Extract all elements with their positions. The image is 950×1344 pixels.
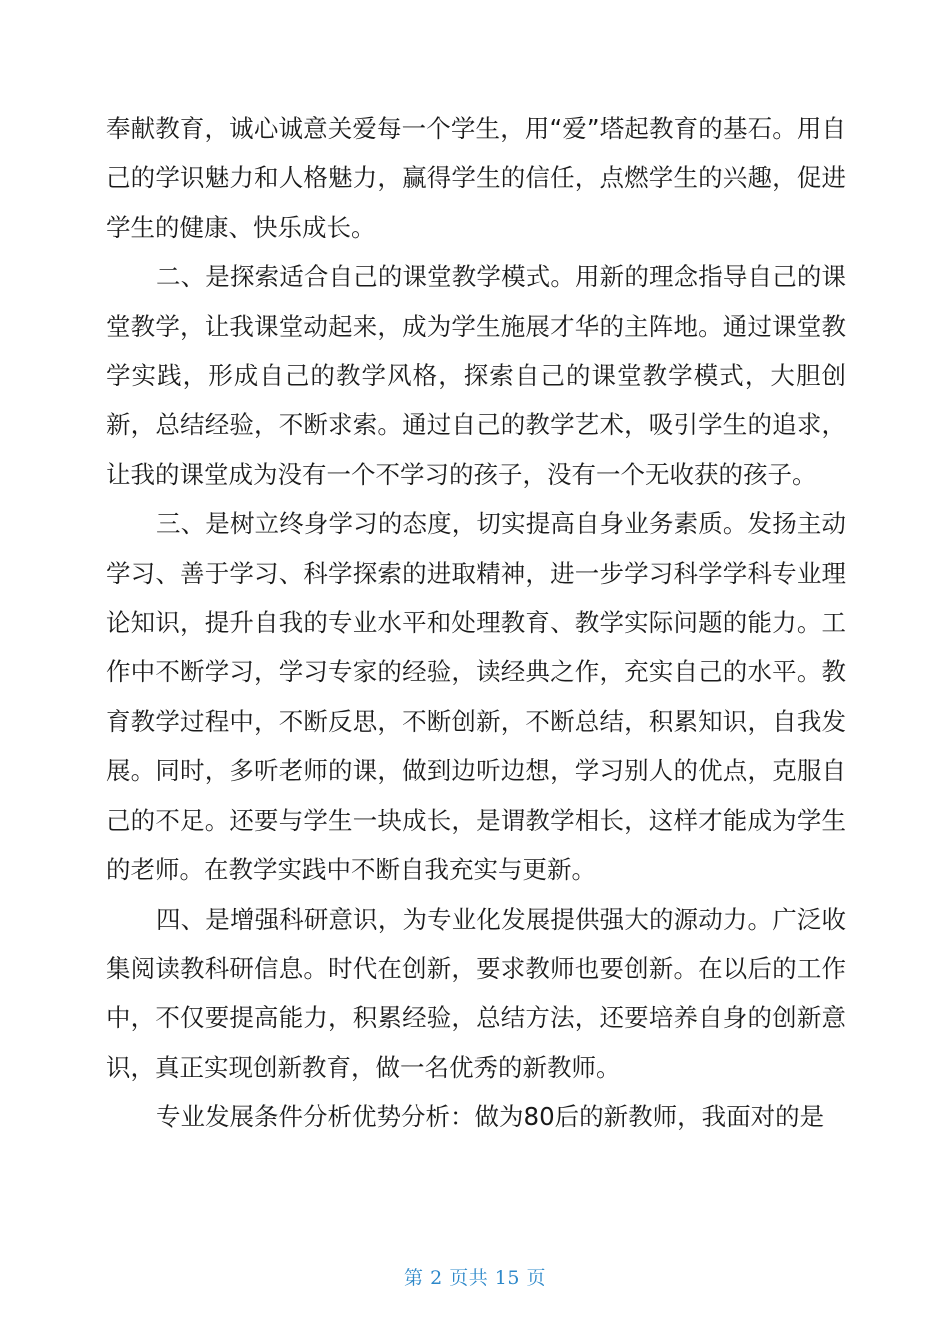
paragraph-advantage-analysis: 专业发展条件分析优势分析：做为80后的新教师，我面对的是: [156, 1102, 825, 1132]
paragraph-point-three: 三、是树立终身学习的态度，切实提高自身业务素质。发扬主动学习、善于学习、科学探索的进取精神，进一步学习科学学科专业理论知识，提升自我的专业水平和处理教育、教学实际问题的能力。工作中不断学习，学习专家的经验，读经典之作，充实自己的水平。教育教学过程中，不断反思，不断创新，不断总结，积累知识，自我发展。同时，多听老师的课，做到边听边想，学习别人的优点，克服自己的不足。还要与学生一块成长，是谓教学相长，这样才能成为学生的老师。在教学实践中不断自我充实与更新。: [106, 509, 846, 885]
paragraph-continuation: 奉献教育，诚心诚意关爱每一个学生，用“爱”塔起教育的基石。用自己的学识魅力和人格魅力，赢得学生的信任，点燃学生的兴趣，促进学生的健康、快乐成长。: [106, 114, 846, 242]
paragraph-point-two: 二、是探索适合自己的课堂教学模式。用新的理念指导自己的课堂教学，让我课堂动起来，成为学生施展才华的主阵地。通过课堂教学实践，形成自己的教学风格，探索自己的课堂教学模式，大胆创新，总结经验，不断求索。通过自己的教学艺术，吸引学生的追求，让我的课堂成为没有一个不学习的孩子，没有一个无收获的孩子。: [106, 262, 846, 489]
document-body: [106, 104, 846, 1142]
page-number-footer: 第 2 页共 15 页: [404, 1267, 546, 1289]
paragraph-point-four: 四、是增强科研意识，为专业化发展提供强大的源动力。广泛收集阅读教科研信息。时代在创新，要求教师也要创新。在以后的工作中，不仅要提高能力，积累经验，总结方法，还要培养自身的创新意识，真正实现创新教育，做一名优秀的新教师。: [106, 904, 846, 1082]
